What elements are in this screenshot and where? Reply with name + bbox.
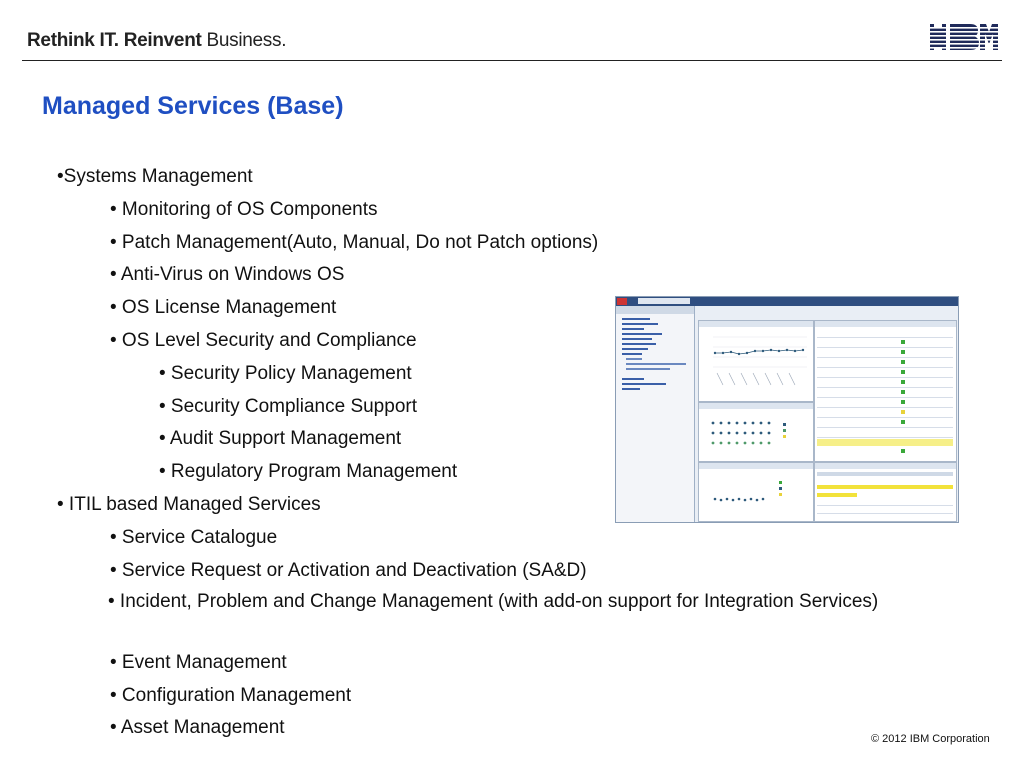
bullet-item: • Incident, Problem and Change Management (with add-on support for Integration Services) — [108, 591, 879, 612]
bullet-item: • Service Request or Activation and Deactivation (SA&D) — [110, 560, 587, 581]
slide-title: Managed Services (Base) — [42, 92, 344, 120]
bullet-item: • Configuration Management — [110, 685, 352, 706]
bullet-item: • Event Management — [110, 652, 287, 673]
tagline-bold: Rethink IT. Reinvent — [27, 30, 202, 51]
dashboard-screenshot-icon — [615, 296, 959, 523]
bullet-item: • Patch Management(Auto, Manual, Do not Patch options) — [110, 232, 599, 253]
bullet-item: • Security Policy Management — [159, 363, 412, 384]
screenshot-titlebar — [616, 297, 958, 306]
bullet-item: • Monitoring of OS Components — [110, 199, 378, 220]
copyright: © 2012 IBM Corporation — [871, 733, 990, 745]
screenshot-main-pane — [696, 306, 958, 522]
bullet-item: • Security Compliance Support — [159, 396, 417, 417]
bullet-item: • Service Catalogue — [110, 527, 278, 548]
bullet-item: •Systems Management — [57, 166, 253, 187]
bullet-item: • ITIL based Managed Services — [57, 494, 321, 515]
bullet-item: • Audit Support Management — [159, 428, 402, 449]
bullet-item: • OS Level Security and Compliance — [110, 330, 417, 351]
bullet-item: • Anti-Virus on Windows OS — [110, 264, 345, 285]
bullet-item: • Regulatory Program Management — [159, 461, 458, 482]
bullet-item: • OS License Management — [110, 297, 337, 318]
bullet-item: • Asset Management — [110, 717, 285, 738]
tagline-regular: Business. — [201, 30, 287, 51]
screenshot-nav-pane — [616, 306, 695, 522]
